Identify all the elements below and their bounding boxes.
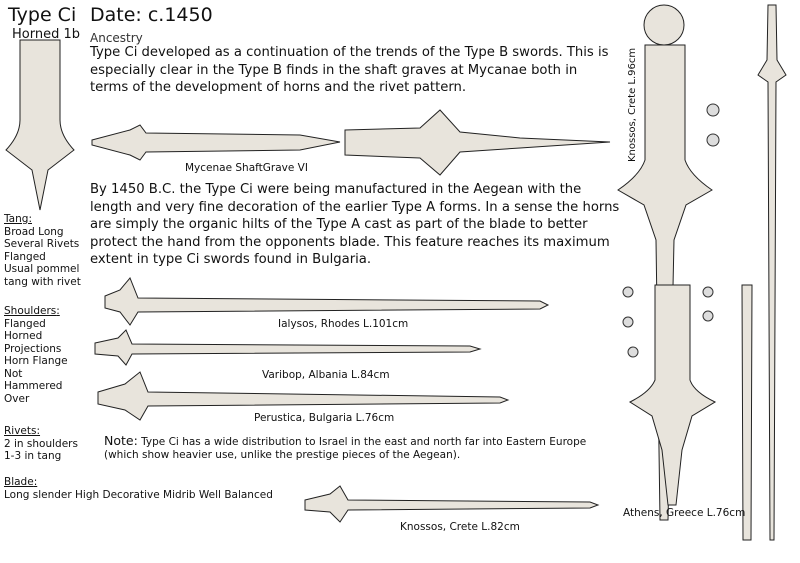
date-heading: Date: c.1450 (90, 4, 213, 26)
tang-line: tang with rivet (4, 275, 81, 288)
athens-sword (630, 285, 715, 505)
mycenae-sword-2 (345, 110, 610, 175)
rivets-line: 1-3 in tang (4, 450, 62, 462)
blade-heading: Blade (4, 476, 34, 488)
page-subtitle: Horned 1b (12, 27, 80, 42)
shoulders-line: Not (4, 367, 23, 380)
rivets-heading: Rivets (4, 425, 37, 437)
varibop-sword (95, 330, 480, 365)
tang-heading: Tang (4, 213, 29, 225)
thin-sword-right (758, 5, 786, 540)
knossos-pommel (644, 5, 684, 45)
shoulders-heading: Shoulders (4, 305, 57, 317)
caption-knossos-bottom: Knossos, Crete L.82cm (400, 521, 520, 533)
blade-section: Blade: Long slender High Decorative Midrib Well Balanced (4, 476, 304, 501)
tang-section: Tang: Broad Long Several Rivets Flanged Usual pommel tang with rivet (4, 213, 81, 288)
ancestry-heading: Ancestry (90, 31, 143, 45)
intro-paragraph: Type Ci developed as a continuation of the trends of the Type B swords. This is especially clear in the Type B finds in the shaft graves at Mycanae both in terms of the development of horns and the rivet pattern. (90, 45, 609, 95)
shoulders-line: Hammered (4, 380, 63, 392)
tang-line: Flanged (4, 250, 46, 263)
note-label: Note: (104, 433, 138, 448)
note-block (104, 434, 604, 462)
caption-mycenae: Mycenae ShaftGrave VI (185, 162, 308, 174)
rivets-section: Rivets: 2 in shoulders 1-3 in tang (4, 425, 78, 462)
thin-sword-lower (742, 285, 752, 540)
body-paragraph: By 1450 B.C. the Type Ci were being manufactured in the Aegean with the length and very fine decoration of the earlier Type A forms. In a sense the horns are simply the organic hilts of the Type A cast as part of the blade to better protect the hand from the opponents blade. This feature reaches its maximum extent in type Ci swords found in Bulgaria. (90, 182, 620, 267)
hilt-drawing-left (6, 40, 74, 210)
tang-line: Usual pommel (4, 263, 80, 275)
shoulders-line: Projections (4, 342, 62, 355)
knossos-bottom-sword (305, 486, 598, 522)
caption-knossos-top: Knossos, Crete L.96cm (627, 47, 638, 162)
mycenae-sword-1 (92, 125, 340, 160)
caption-perustica: Perustica, Bulgaria L.76cm (254, 412, 395, 424)
note-text: Type Ci has a wide distribution to Israel in the east and north far into Eastern Europe (which show heavier use, unlike the prestige pieces of the Aegean). (104, 436, 587, 461)
caption-varibop: Varibop, Albania L.84cm (262, 369, 390, 381)
tang-line: Broad Long (4, 225, 64, 238)
shoulders-line: Horned (4, 330, 43, 342)
page-title: Type Ci (8, 4, 77, 26)
caption-ialysos: Ialysos, Rhodes L.101cm (278, 318, 409, 330)
shoulders-section: Shoulders: Flanged Horned Projections Horn Flange Not Hammered Over (4, 305, 68, 405)
rivets-line: 2 in shoulders (4, 437, 78, 450)
caption-athens: Athens, Greece L.76cm (623, 507, 746, 519)
shoulders-line: Flanged (4, 317, 46, 330)
shoulders-line: Horn Flange (4, 355, 68, 367)
shoulders-line: Over (4, 392, 30, 405)
tang-line: Several Rivets (4, 238, 80, 250)
blade-line: Long slender High Decorative Midrib Well Balanced (4, 488, 273, 501)
